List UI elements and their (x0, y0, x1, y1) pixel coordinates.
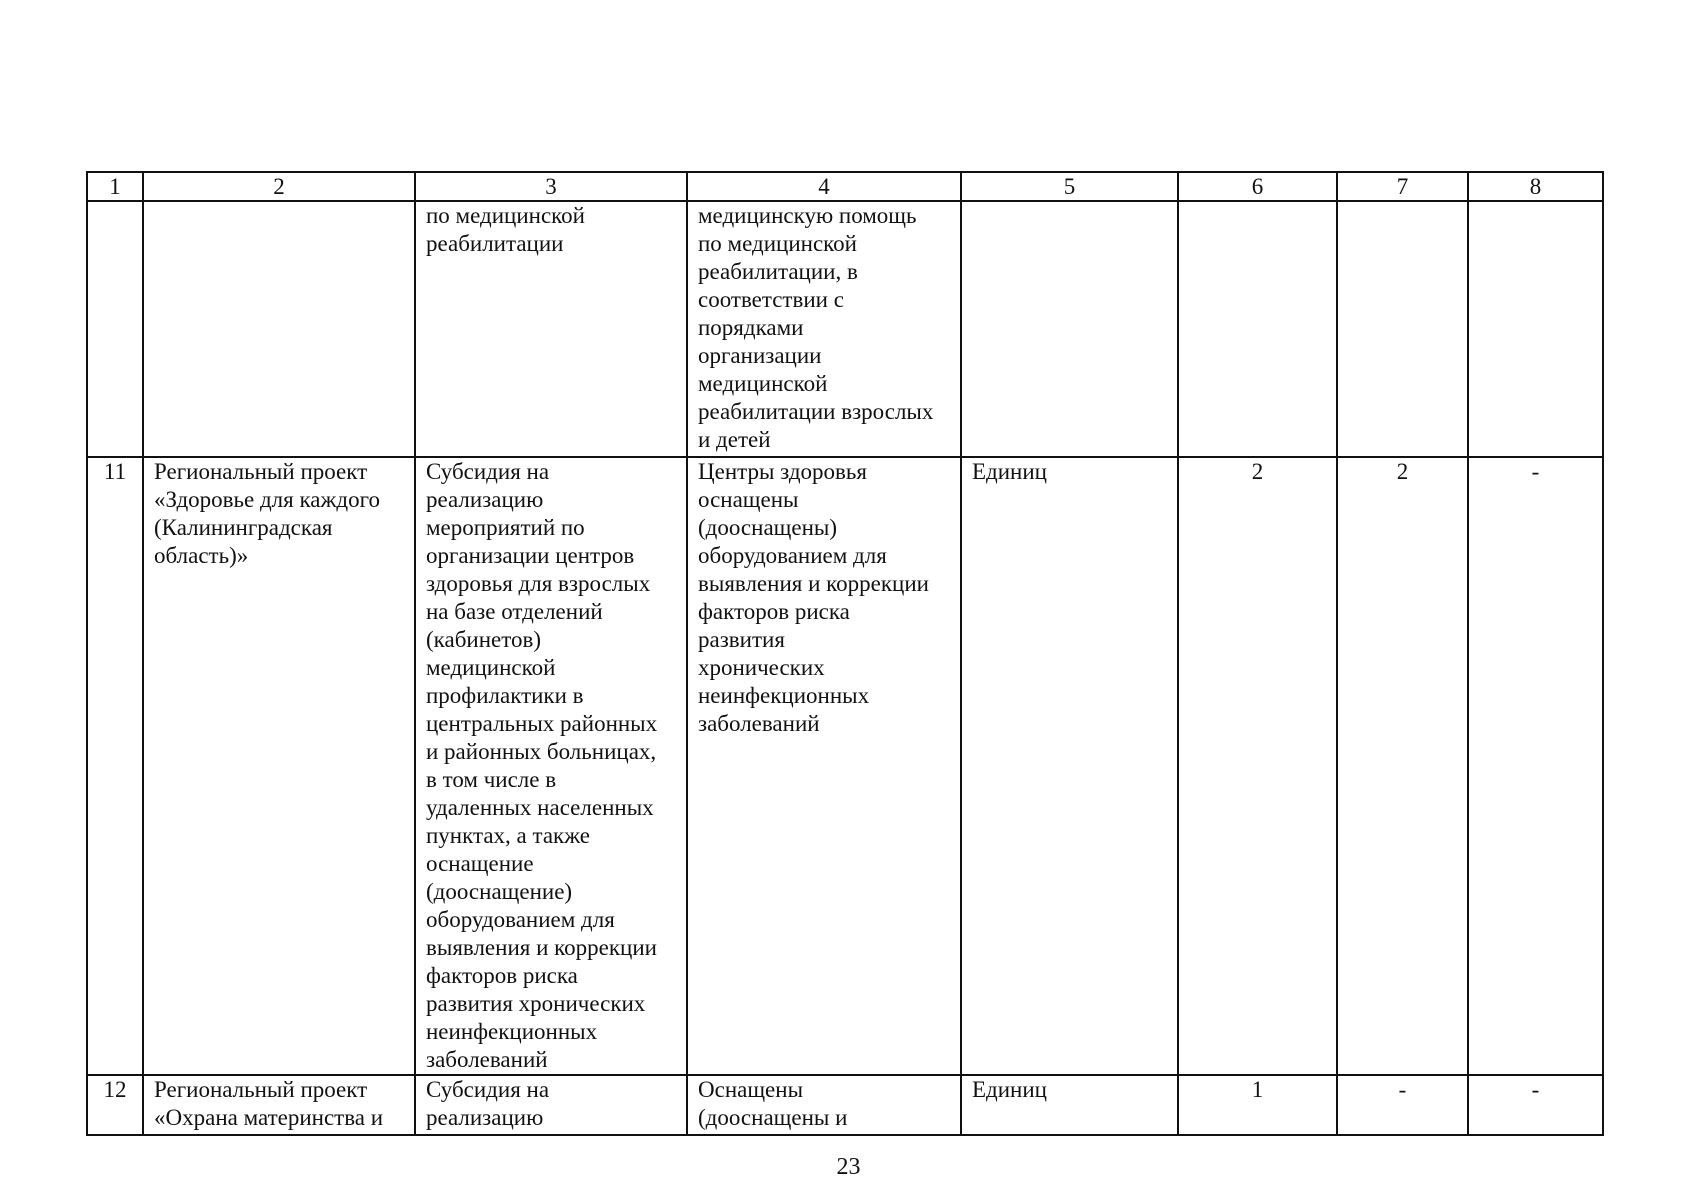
header-cell-1: 1 (87, 172, 143, 201)
value-cell-8: - (1468, 457, 1603, 1075)
header-cell-4: 4 (687, 172, 961, 201)
value-cell-7 (1337, 201, 1468, 457)
header-cell-7: 7 (1337, 172, 1468, 201)
unit-cell (961, 201, 1178, 457)
project-cell (143, 201, 415, 457)
value-cell-7: 2 (1337, 457, 1468, 1075)
program-table (86, 171, 1604, 1136)
value-cell-6: 2 (1178, 457, 1337, 1075)
measure-cell: Субсидия на реализацию мероприятий по организации центров здоровья для взрослых на базе отделений (кабинетов) медицинской профилактики в центральных районных и районных больницах, в том числе в удаленных населенных пунктах, а также оснащение (дооснащение) оборудованием для выявления и коррекции факторов риска развития хронических неинфекционных заболеваний (415, 457, 687, 1075)
result-cell: Центры здоровья оснащены (дооснащены) оборудованием для выявления и коррекции факторов риска развития хронических неинфекционных заболеваний (687, 457, 961, 1075)
measure-cell: Субсидия на реализацию (415, 1075, 687, 1135)
value-cell-6: 1 (1178, 1075, 1337, 1135)
header-cell-3: 3 (415, 172, 687, 201)
header-cell-8: 8 (1468, 172, 1603, 201)
value-cell-8 (1468, 201, 1603, 457)
unit-cell: Единиц (961, 1075, 1178, 1135)
header-row (87, 172, 1603, 201)
project-cell: Региональный проект «Здоровье для каждого (Калининградская область)» (143, 457, 415, 1075)
table-row (87, 1075, 1603, 1135)
row-number (87, 201, 143, 457)
project-cell: Региональный проект «Охрана материнства и (143, 1075, 415, 1135)
measure-cell: по медицинской реабилитации (415, 201, 687, 457)
value-cell-6 (1178, 201, 1337, 457)
table-row (87, 457, 1603, 1075)
unit-cell: Единиц (961, 457, 1178, 1075)
row-number: 11 (87, 457, 143, 1075)
value-cell-8: - (1468, 1075, 1603, 1135)
header-cell-2: 2 (143, 172, 415, 201)
row-number: 12 (87, 1075, 143, 1135)
table-row (87, 201, 1603, 457)
header-cell-6: 6 (1178, 172, 1337, 201)
result-cell: медицинскую помощь по медицинской реабилитации, в соответствии с порядками организации медицинской реабилитации взрослых и детей (687, 201, 961, 457)
page-number: 23 (836, 1154, 861, 1180)
value-cell-7: - (1337, 1075, 1468, 1135)
result-cell: Оснащены (дооснащены и (687, 1075, 961, 1135)
header-cell-5: 5 (961, 172, 1178, 201)
